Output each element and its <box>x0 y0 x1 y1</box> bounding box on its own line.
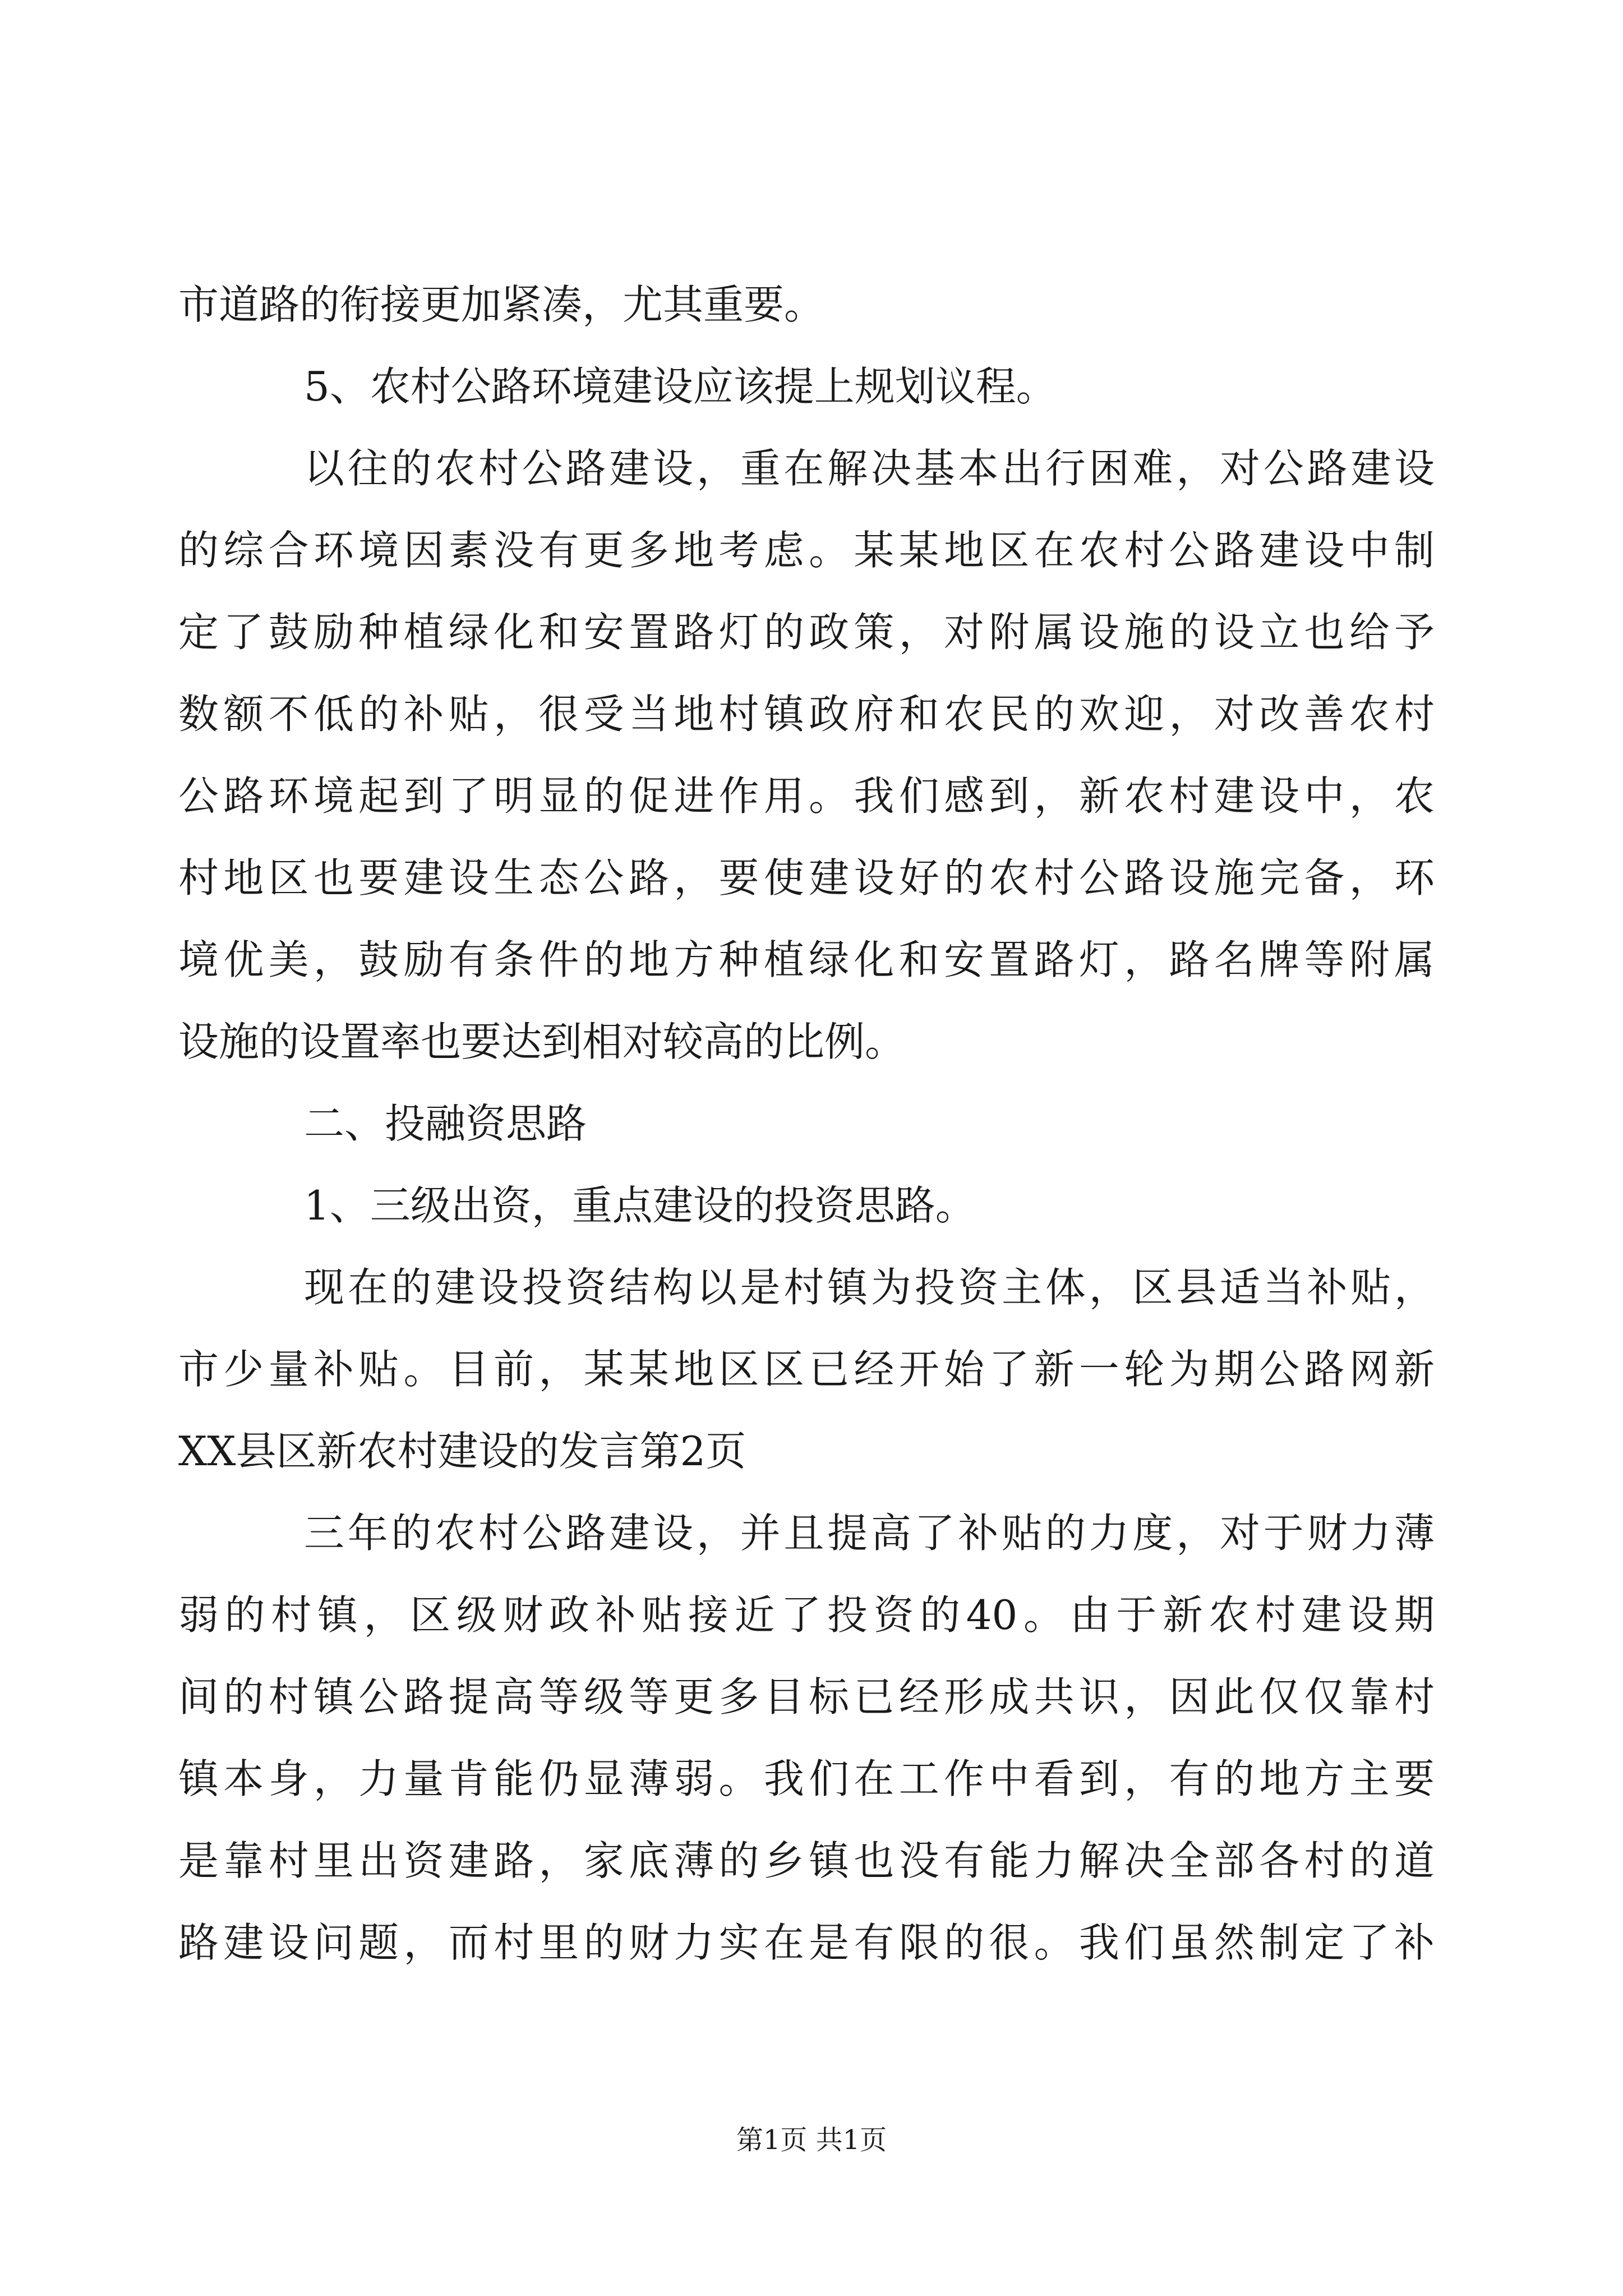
text-line: 市道路的衔接更加紧凑，尤其重要。 <box>178 281 825 328</box>
text-line: 境优美，鼓励有条件的地方种植绿化和安置路灯，路名牌等附属 <box>178 936 1435 983</box>
body-text <box>178 264 1435 1984</box>
text-line: 弱的村镇，区级财政补贴接近了投资的40。由于新农村建设期 <box>178 1591 1435 1639</box>
text-line: 镇本身，力量肯能仍显薄弱。我们在工作中看到，有的地方主要 <box>178 1755 1435 1802</box>
text-line: 是靠村里出资建路，家底薄的乡镇也没有能力解决全部各村的道 <box>178 1837 1435 1884</box>
text-line: 设施的设置率也要达到相对较高的比例。 <box>178 1018 906 1065</box>
text-line: 三年的农村公路建设，并且提高了补贴的力度，对于财力薄 <box>304 1510 1435 1557</box>
text-line: 路建设问题，而村里的财力实在是有限的很。我们虽然制定了补 <box>178 1919 1435 1966</box>
text-line: 村地区也要建设生态公路，要使建设好的农村公路设施完备，环 <box>178 854 1435 901</box>
text-line: 数额不低的补贴，很受当地村镇政府和农民的欢迎，对改善农村 <box>178 691 1435 738</box>
text-line: 的综合环境因素没有更多地考虑。某某地区在农村公路建设中制 <box>178 527 1435 574</box>
text-line: XX县区新农村建设的发言第2页 <box>178 1428 746 1475</box>
text-line: 间的村镇公路提高等级等更多目标已经形成共识，因此仅仅靠村 <box>178 1673 1435 1720</box>
text-line: 5、农村公路环境建设应该提上规划议程。 <box>304 363 1057 410</box>
text-line: 现在的建设投资结构以是村镇为投资主体，区县适当补贴， <box>304 1264 1435 1311</box>
text-line: 1、三级出资，重点建设的投资思路。 <box>304 1182 976 1229</box>
text-line: 二、投融资思路 <box>304 1100 587 1147</box>
page-footer: 第1页 共1页 <box>736 2124 887 2156</box>
text-line: 以往的农村公路建设，重在解决基本出行困难，对公路建设 <box>304 445 1435 492</box>
text-line: 公路环境起到了明显的促进作用。我们感到，新农村建设中，农 <box>178 772 1435 820</box>
text-line: 定了鼓励种植绿化和安置路灯的政策，对附属设施的设立也给予 <box>178 609 1435 656</box>
text-line: 市少量补贴。目前，某某地区区已经开始了新一轮为期公路网新 <box>178 1346 1435 1393</box>
